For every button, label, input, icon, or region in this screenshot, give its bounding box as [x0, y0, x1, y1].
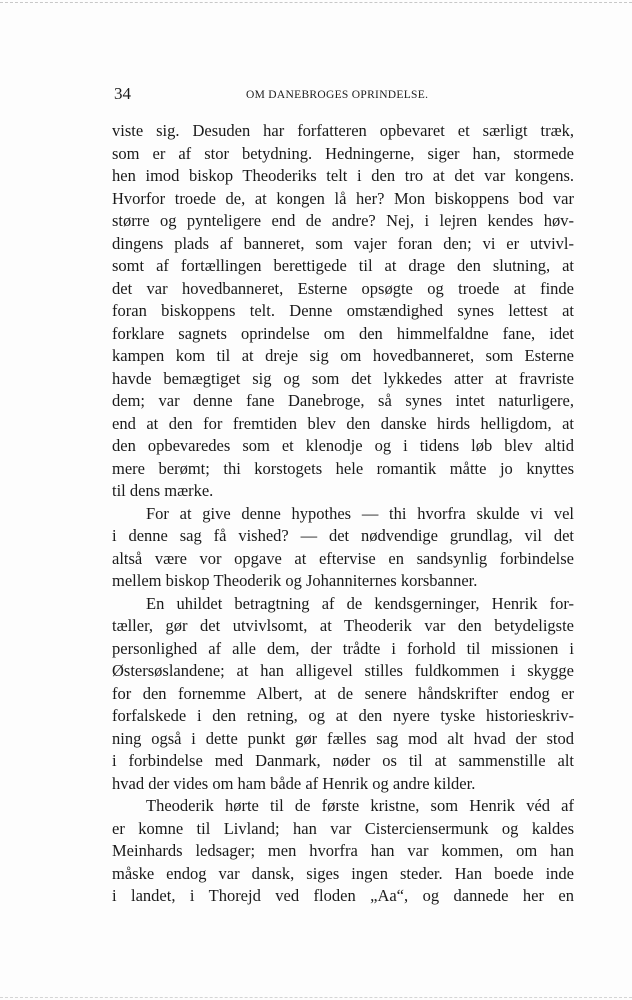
text-line: Østersøslandene; at han alligevel stilles fuldkommen i skygge	[112, 661, 574, 680]
text-line: somt af fortællingen berettigede til at drage den slutning, at	[112, 256, 574, 275]
page-number: 34	[114, 84, 131, 103]
paragraph-start-line: For at give denne hypothes — thi hvorfra skulde vi vel	[146, 503, 574, 523]
text-line: i forbindelse med Danmark, nøder os til at sammenstille alt	[112, 751, 574, 770]
text-line: altså være vor opgave at eftervise en sandsynlig forbindelse	[112, 548, 574, 568]
text-line: ning også i dette punkt gør fælles sag mod alt hvad der stod	[112, 728, 574, 748]
text-line: er komne til Livland; han var Cisterciensermunk og kaldes	[112, 818, 574, 838]
running-head: OM DANEBROGES OPRINDELSE.	[246, 89, 429, 101]
scan-edge-bottom	[0, 997, 632, 998]
text-line: i landet, i Thorejd ved floden „Aa“, og dannede her en	[112, 886, 574, 905]
text-line: mellem biskop Theoderik og Johanniternes korsbanner.	[112, 571, 478, 590]
paragraph-start-line: En uhildet betragtning af de kendsgerninger, Henrik for-	[146, 593, 574, 613]
text-line: hvad der vides om ham både af Henrik og andre kilder.	[112, 773, 476, 793]
text-line: Meinhards ledsager; men hvorfra han var kommen, om han	[112, 841, 574, 860]
text-line: personlighed af alle dem, der trådte i forhold til missionen i	[112, 638, 574, 658]
text-line: dem; var denne fane Danebroge, så synes intet naturligere,	[112, 391, 574, 410]
scan-edge-top	[0, 2, 632, 3]
text-line: for den fornemme Albert, at de senere håndskrifter endog er	[112, 683, 574, 703]
text-line: mere berømt; thi korstogets hele romantik måtte jo knyttes	[112, 458, 574, 478]
text-line: tæller, gør det utvivlsomt, at Theoderik var den betydeligste	[112, 616, 574, 635]
paragraph-start-line: Theoderik hørte til de første kristne, som Henrik véd af	[146, 796, 574, 815]
text-line: dingens plads af banneret, som vajer foran den; vi er utvivl-	[112, 233, 574, 253]
body-text	[112, 120, 574, 908]
text-line: forklare sagnets oprindelse om den himmelfaldne fane, idet	[112, 323, 574, 343]
text-line: som er af stor betydning. Hedningerne, siger han, stormede	[112, 143, 574, 163]
text-line: måske endog var dansk, siges ingen steder. Han boede inde	[112, 863, 574, 883]
text-line: større og pynteligere end de andre? Nej, i lejren kendes høv-	[112, 211, 574, 230]
page-header	[114, 84, 574, 104]
text-line: det var hovedbanneret, Esterne opsøgte og troede at finde	[112, 278, 574, 298]
text-line: viste sig. Desuden har forfatteren opbevaret et særligt træk,	[112, 121, 574, 140]
text-line: foran biskoppens telt. Denne omstændighed synes lettest at	[112, 301, 574, 320]
text-line: i denne sag få vished? — det nødvendige grundlag, vil det	[112, 526, 574, 545]
text-line: til dens mærke.	[112, 481, 214, 500]
text-line: den opbevaredes som et klenodje og i tidens løb blev altid	[112, 436, 574, 455]
text-line: forfalskede i den retning, og at den nyere tyske historieskriv-	[112, 706, 574, 725]
text-line: end at den for fremtiden blev den danske hirds helligdom, at	[112, 413, 574, 433]
text-line: havde bemægtiget sig og som det lykkedes atter at fravriste	[112, 368, 574, 388]
text-line: kampen kom til at dreje sig om hovedbanneret, som Esterne	[112, 346, 574, 365]
text-line: Hvorfor troede de, at kongen lå her? Mon biskoppens bod var	[112, 188, 574, 208]
text-line: hen imod biskop Theoderiks telt i den tro at det var kongens.	[112, 166, 574, 185]
